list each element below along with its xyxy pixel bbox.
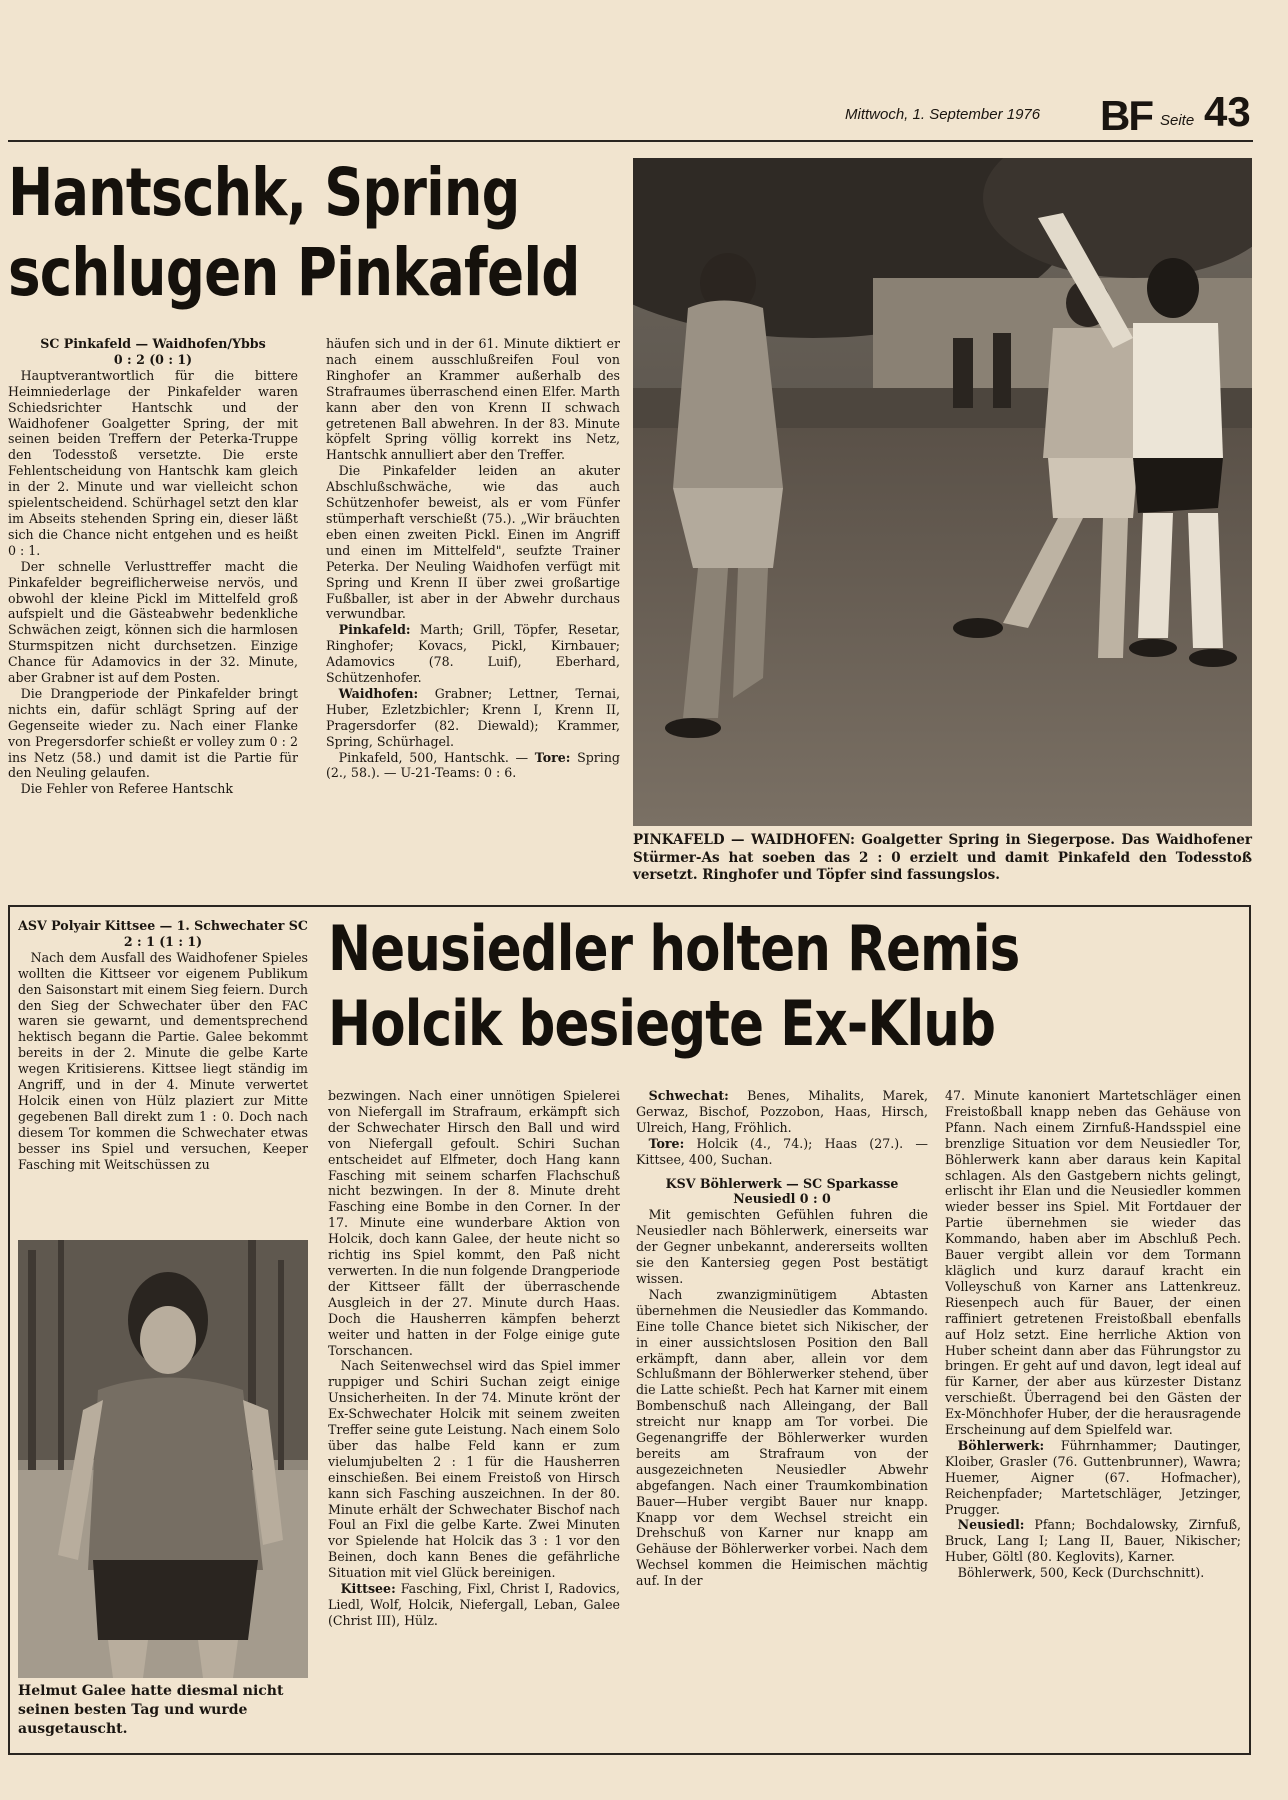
article2-column-4 [945, 1088, 1241, 1748]
article1-match-title: SC Pinkafeld — Waidhofen/Ybbs [40, 336, 266, 351]
article2-column-1 [18, 918, 308, 1240]
article1-paragraph: Hauptverantwortlich für die bittere Heimniederlage der Pinkafelder waren Schiedsrichter Hantschk und der Waidhofener Goalgetter Spring, der mit seinen beiden Treffern der Peterka-Truppe den Todesstoß versetzte. Die erste Fehlentscheidung von Hantschk kam gleich in der 2. Minute und war vielleicht schon spielentscheidend. Schürhagel setzt den klar im Abseits stehenden Spring ein, dieser läßt sich die Chance nicht entgehen und es heißt 0 : 1. [8, 367, 298, 558]
page-label: Seite [1160, 112, 1195, 129]
article2-column-3 [636, 1088, 928, 1736]
match-stats [326, 750, 620, 782]
article1-paragraph: Die Drangperiode der Pinkafelder bringt nichts ein, dafür schlägt Spring auf der Gegenseite wieder zu. Nach einer Flanke von Pregersdorfer schießt er volley zum 0 : 2 ins Netz (58.) und damit ist die Partie für den Neuling gelaufen. [8, 685, 298, 781]
article2-column-2 [328, 1088, 620, 1736]
lineup-schwechat [636, 1088, 928, 1136]
page-number: 43 [1204, 88, 1251, 135]
lineup-text: Pfann; Bochdalowsky, Zirnfuß, Bruck, Lang I; Lang II, Bauer, Nikischer; Huber, Göltl (80. Keglovits), Karner. [945, 1517, 1241, 1565]
lineup-text: Fasching, Fixl, Christ I, Radovics, Liedl, Wolf, Holcik, Niefergall, Leban, Galee (Christ III), Hülz. [328, 1581, 620, 1628]
lineup-label: Böhlerwerk: [957, 1437, 1045, 1453]
lineup-boehlerwerk [945, 1438, 1241, 1518]
article2-match2-title: KSV Böhlerwerk — SC Sparkasse Neusiedl 0 : 0 [665, 1175, 899, 1207]
article1-paragraph: Der schnelle Verlusttreffer macht die Pinkafelder begreiflicherweise nervös, und obwohl der kleine Pickl im Mittelfeld groß aufspielt und die Gästeabwehr bedenkliche Schwächen zeigt, können sich die harmlosen Sturmspitzen nicht durchsetzen. Einzige Chance für Adamovics in der 32. Minute, aber Grabner ist auf dem Posten. [8, 558, 298, 686]
stats-rest: Spring (2., 58.). — U-21-Teams: 0 : 6. [326, 749, 620, 781]
stats-label: Tore: [534, 749, 571, 765]
lineup-label: Pinkafeld: [338, 622, 411, 638]
article2-paragraph: 47. Minute kanoniert Martetschläger einen Freistoßball knapp neben das Gehäuse von Pfann. Nach einem Zirnfuß-Handsspiel eine brenzlige Situation vor dem Neusiedler Tor, Böhlerwerk kann aber daraus kein Kapital schlagen. Als den Gastgebern nichts gelingt, erlischt ihr Elan und die Neusiedler kommen wieder besser ins Spiel. Mit Fortdauer der Partie übernehmen sie wieder das Kommando, haben aber im Abschluß Pech. Bauer vergibt allein vor dem Tormann kläglich und kurz darauf kracht ein Volleyschuß von Karner ans Lattenkreuz. Riesenpech auch für Bauer, der einen raffiniert getretenen Freistoßball ebenfalls auf Holz setzt. Eine herrliche Aktion von Huber scheint dann aber das Führungstor zu bringen. Er geht auf und davon, legt ideal auf für Karner, der aber aus kürzester Distanz verschießt. Überragend bei den Gästen der Ex-Mönchhofer Huber, der die herausragende Erscheinung auf dem Spielfeld war. [945, 1088, 1241, 1438]
lineup-label: Schwechat: [648, 1088, 729, 1103]
stats-text: Pinkafeld, 500, Hantschk. — [338, 749, 529, 765]
player-photo-galee [18, 1240, 308, 1678]
goals-line [636, 1136, 928, 1168]
article1-paragraph: häufen sich und in der 61. Minute diktiert er nach einem ausschlußreifen Foul von Ringhofer an Krammer außerhalb des Strafraumes überraschend einen Elfer. Marth kann aber den von Krenn II schwach getretenen Ball abwehren. In der 83. Minute köpfelt Spring völlig korrekt ins Netz, Hantschk annulliert aber den Treffer. [326, 336, 620, 463]
lineup-waidhofen [326, 686, 620, 750]
article2-paragraph: Nach zwanzigminütigem Abtasten übernehmen die Neusiedler das Kommando. Eine tolle Chance bietet sich Nikischer, der in einer aussichtslosen Position den Ball erkämpft, dann aber, allein vor dem Schlußmann der Böhlerwerker stehend, über die Latte schießt. Pech hat Karner mit einem Bombenschuß nach Alleingang, der Ball streicht nur knapp am Tor vorbei. Die Gegenangriffe der Böhlerwerker wurden bereits am Strafraum von der ausgezeichneten Neusiedler Abwehr abgefangen. Nach einer Traumkombination Bauer—Huber vergibt Bauer nur knapp. Knapp vor dem Wechsel streicht ein Drehschuß von Karner nur knapp am Gehäuse der Böhlerwerker vorbei. Nach dem Wechsel kommen die Heimischen mächtig auf. In der [636, 1286, 928, 1589]
caption-text: Goalgetter Spring in Siegerpose. Das Waidhofener Stürmer-As hat soeben das 2 : 0 erzielt und damit Pinkafeld den Todesstoß versetzt. Ringhofer und Töpfer sind fassungslos. [633, 832, 1253, 883]
article2-match-title: ASV Polyair Kittsee — 1. Schwechater SC 2 : 1 (1 : 1) [18, 918, 308, 949]
article2-paragraph: Nach dem Ausfall des Waidhofener Spieles wollten die Kittseer vor eigenem Publikum den Saisonstart mit einem Sieg feiern. Durch den Sieg der Schwechater über den FAC waren sie gewarnt, und dementsprechend hektisch begann die Partie. Galee bekommt bereits in der 2. Minute die gelbe Karte wegen Kritisierens. Kittsee liegt ständig im Angriff, und in der 4. Minute verwertet Holcik einen von Hülz plaziert zur Mitte gegebenen Ball direkt zum 1 : 0. Doch nach diesem Tor kommen die Schwechater etwas besser ins Spiel und versuchen, Keeper Fasching mit Weitschüssen zu [18, 949, 308, 1172]
lineup-pinkafeld [326, 622, 620, 686]
lineup-label: Kittsee: [340, 1581, 396, 1597]
article1-match-score: 0 : 2 (0 : 1) [113, 351, 193, 367]
article1-column-1 [8, 336, 298, 884]
lineup-kittsee [328, 1581, 620, 1629]
article2-paragraph: Mit gemischten Gefühlen fuhren die Neusiedler nach Böhlerwerk, einerseits war der Gegner unbekannt, andererseits wollten sie den Kantersieg gegen Post bestätigt wissen. [636, 1207, 928, 1286]
lineup-text: Marth; Grill, Töpfer, Resetar, Ringhofer; Kovacs, Pickl, Kirnbauer; Adamovics (78. Luif), Eberhard, Schützenhofer. [326, 622, 620, 686]
article2-paragraph: bezwingen. Nach einer unnötigen Spielerei von Niefergall im Strafraum, erkämpft sich der Schwechater Hirsch den Ball und wird von Niefergall gefoult. Schiri Suchan entscheidet auf Elfmeter, doch Hang kann Fasching mit seinem scharfen Flachschuß nicht bezwingen. In der 8. Minute dreht Fasching eine Bombe in den Corner. In der 17. Minute eine wunderbare Aktion von Holcik, doch kann Galee, der heute nicht so richtig ins Spiel kommt, den Paß nicht verwerten. In die nun folgende Drangperiode der Kittseer fällt der überraschende Ausgleich in der 27. Minute durch Haas. Doch die Hausherren kämpfen beherzt weiter und hatten in der Folge einige gute Torschancen. [328, 1088, 620, 1358]
article2-headline-line1: Neusiedler holten Remis [328, 912, 1020, 985]
match-photo-spring [633, 158, 1252, 826]
article1-headline-line2: schlugen Pinkafeld [8, 234, 580, 311]
lineup-label: Neusiedl: [957, 1517, 1025, 1533]
header-rule [8, 140, 1253, 142]
caption-lead: PINKAFELD — WAIDHOFEN: [633, 832, 855, 848]
issue-date: Mittwoch, 1. September 1976 [845, 106, 1041, 123]
article1-paragraph: Die Fehler von Referee Hantschk [20, 781, 234, 797]
match-stats-2: Böhlerwerk, 500, Keck (Durchschnitt). [957, 1565, 1205, 1581]
article1-headline-line1: Hantschk, Spring [8, 154, 520, 231]
article1-column-2 [326, 336, 620, 896]
lineup-text: Grabner; Lettner, Ternai, Huber, Ezletzbichler; Krenn I, Krenn II, Pragersdorfer (82. Diewald); Krammer, Spring, Schürhagel. [326, 685, 620, 749]
lineup-text: Führnhammer; Dautinger, Kloiber, Grasler (76. Guttenbrunner), Wawra; Huemer, Aigner (67. Hofmacher), Reichenpfader; Martetschläger, Jetzinger, Prugger. [945, 1437, 1241, 1517]
lineup-label: Waidhofen: [338, 685, 419, 701]
lineup-neusiedl [945, 1517, 1241, 1565]
goals-text: Holcik (4., 74.); Haas (27.). — Kittsee, 400, Suchan. [636, 1135, 928, 1167]
article2-paragraph: Nach Seitenwechsel wird das Spiel immer ruppiger und Schiri Suchan zeigt einige Unsicherheiten. In der 74. Minute krönt der Ex-Schwechater Holcik mit seinem zweiten Treffer seine gute Leistung. Nach einem Solo über das halbe Feld kann er zum vielumjubelten 2 : 1 für die Hausherren einschießen. Bei einem Freistoß von Hirsch kann sich Fasching auszeichnen. In der 80. Minute erhält der Schwechater Bischof nach Foul an Fixl die gelbe Karte. Zwei Minuten vor Spielende hat Holcik das 3 : 1 vor den Beinen, doch kann Benes die gefährliche Situation mit viel Glück bereinigen. [328, 1358, 620, 1581]
goals-label: Tore: [648, 1135, 685, 1151]
article1-paragraph: Die Pinkafelder leiden an akuter Abschlußschwäche, wie das auch Schützenhofer beweist, als er vom Fünfer stümperhaft verschießt (75.). „Wir bräuchten eben einen zweiten Pickl. Einen im Angriff und einen im Mittelfeld", seufzte Trainer Peterka. Der Neuling Waidhofen verfügt mit Spring und Krenn II über zwei großartige Fußballer, ist aber in der Abwehr durchaus verwundbar. [326, 463, 620, 622]
article2-headline-line2: Holcik besiegte Ex-Klub [328, 987, 996, 1060]
newspaper-logo: BF [1100, 92, 1152, 139]
article1-photo-caption [633, 832, 1252, 885]
galee-photo-caption: Helmut Galee hatte diesmal nicht seinen besten Tag und wurde ausgetauscht. [18, 1683, 284, 1737]
lineup-text: Benes, Mihalits, Marek, Gerwaz, Bischof, Pozzobon, Haas, Hirsch, Ulreich, Hang, Fröhlich. [636, 1088, 928, 1135]
